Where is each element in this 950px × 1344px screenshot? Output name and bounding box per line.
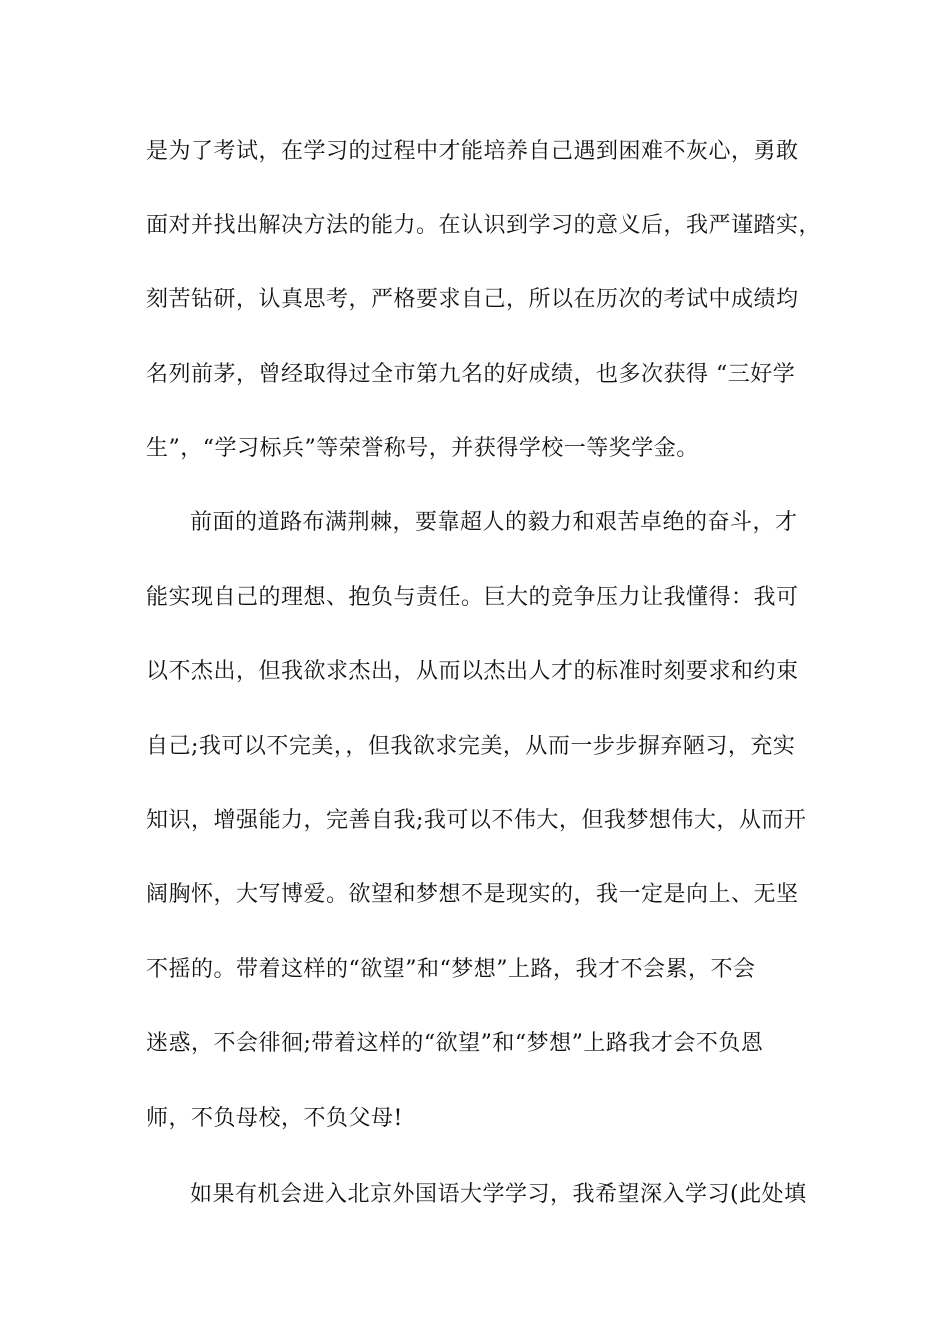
text-line-10: 知识，增强能力，完善自我;我可以不伟大，但我梦想伟大，从而开 (146, 808, 807, 833)
text-line-3: 刻苦钻研，认真思考，严格要求自己，所以在历次的考试中成绩均 (146, 287, 799, 312)
text-line-4: 名列前茅，曾经取得过全市第九名的好成绩，也多次获得 “三好学 (146, 362, 796, 387)
text-line-8: 以不杰出，但我欲求杰出，从而以杰出人才的标准时刻要求和约束 (146, 659, 799, 684)
text-line-9: 自己;我可以不完美，，但我欲求完美，从而一步步摒弃陋习，充实 (146, 734, 796, 759)
text-line-11: 阔胸怀，大写博爱。欲望和梦想不是现实的，我一定是向上、无坚 (146, 882, 799, 907)
text-line-12: 不摇的。带着这样的“欲望”和“梦想”上路，我才不会累，不会 (146, 957, 756, 982)
text-line-14: 师，不负母校，不负父母! (146, 1106, 403, 1131)
text-line-1: 是为了考试，在学习的过程中才能培养自己遇到困难不灰心，勇敢 (146, 139, 799, 164)
text-line-2: 面对并找出解决方法的能力。在认识到学习的意义后，我严谨踏实， (146, 213, 822, 238)
text-line-7: 能实现自己的理想、抱负与责任。巨大的竞争压力让我懂得：我可 (146, 585, 799, 610)
paragraph-3-first-line: 如果有机会进入北京外国语大学学习，我希望深入学习(此处填 (190, 1182, 807, 1207)
text-line-13: 迷惑，不会徘徊;带着这样的“欲望”和“梦想”上路我才会不负恩 (146, 1031, 764, 1056)
text-line-5: 生”，“学习标兵”等荣誉称号，并获得学校一等奖学金。 (146, 436, 699, 461)
paragraph-2-first-line: 前面的道路布满荆棘，要靠超人的毅力和艰苦卓绝的奋斗，才 (190, 510, 798, 535)
